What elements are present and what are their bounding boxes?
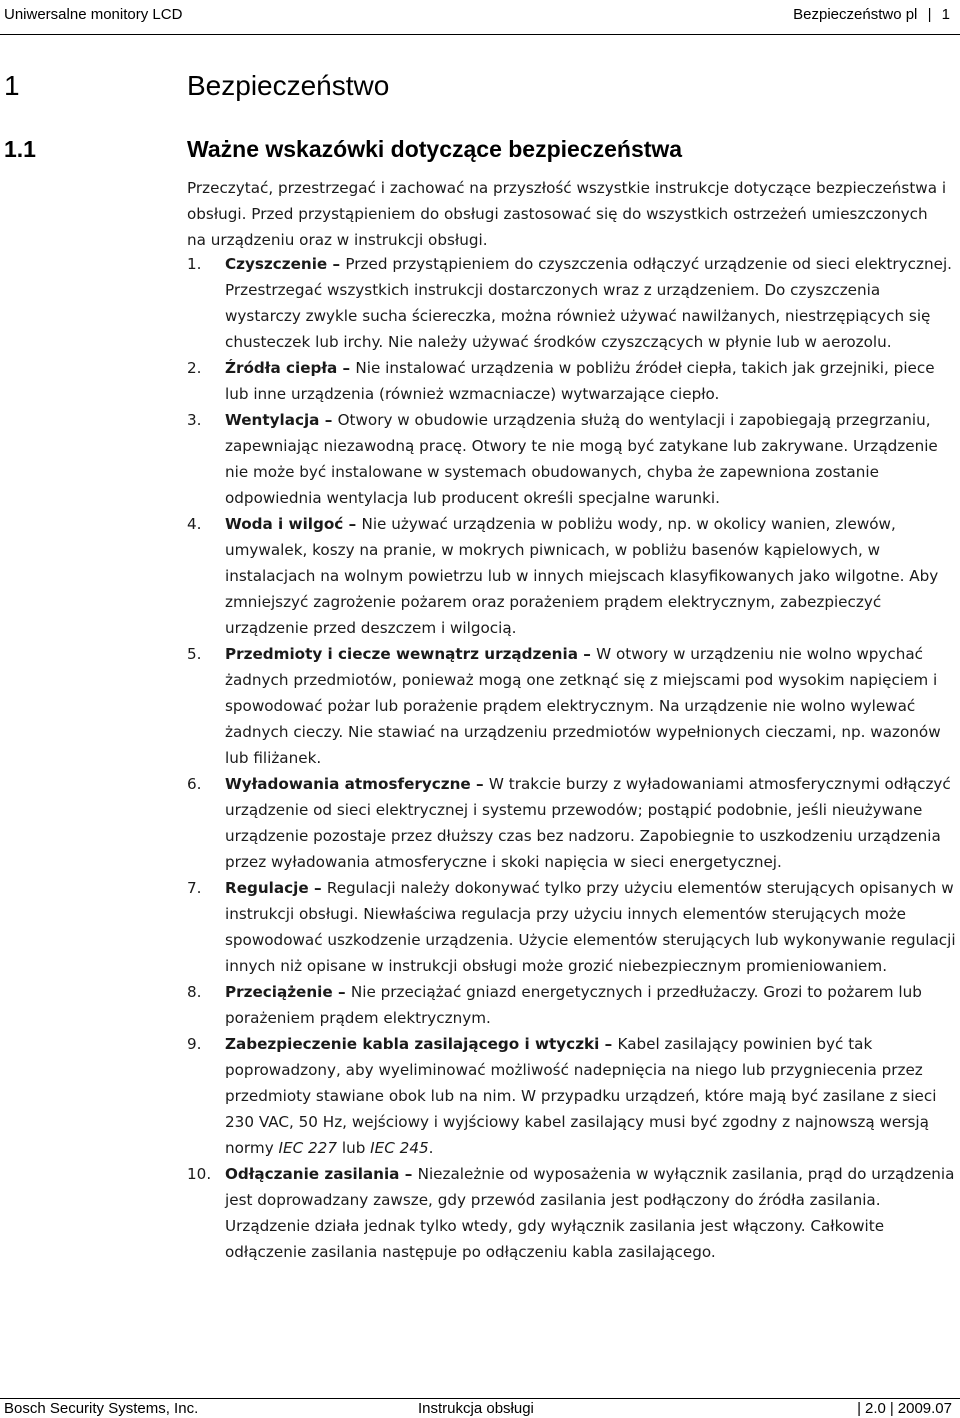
item-text: Nie instalować urządzenia w pobliżu źródeł ciepła, takich jak grzejniki, piece lub inne urządzenia (również wzmacniacze) wytwarzające ciepło. (225, 359, 935, 403)
section-number: 1.1 (4, 136, 36, 162)
item-dash: – (577, 645, 597, 663)
item-number: 1. (187, 255, 202, 273)
chapter-number: 1 (4, 70, 20, 101)
running-header-page: 1 (941, 6, 950, 23)
safety-list (187, 251, 959, 1265)
item-dash: – (343, 515, 362, 533)
footer-document: Instrukcja obsługi (418, 1400, 534, 1417)
header-rule (0, 34, 960, 35)
item-title: Wentylacja (225, 411, 320, 429)
section-title: Ważne wskazówki dotyczące bezpieczeństwa (187, 136, 683, 162)
running-header-section: Bezpieczeństwo (793, 6, 902, 23)
item-text: Nie używać urządzenia w pobliżu wody, np. w okolicy wanien, zlewów, umywalek, koszy na pranie, w mokrych piwnicach, w pobliżu basenów kąpielowych, w instalacjach na wolnym powietrzu lub w innych miejscach klasyfikowanych jako wilgotne. Aby zmniejszyć zagrożenie pożarem oraz porażeniem prądem elektrycznym, zabezpieczyć urządzenie przed deszczem i wilgocią. (225, 515, 939, 637)
list-item (187, 1031, 959, 1161)
list-item (187, 771, 959, 875)
running-header-separator: | (927, 6, 932, 23)
list-item (187, 511, 959, 641)
item-dash: – (470, 775, 489, 793)
footer-separator: | (857, 1400, 861, 1417)
item-text: Regulacji należy dokonywać tylko przy użyciu elementów sterujących opisanych w instrukcji obsługi. Niewłaściwa regulacja przy użyciu innych elementów sterujących może spowodować uszkodzenie urządzenia. Użycie elementów sterujących lub wykonywanie regulacji innych niż opisane w instrukcji obsługi może grozić niebezpiecznym promieniowaniem. (225, 879, 956, 975)
item-dash: – (599, 1035, 618, 1053)
list-item (187, 355, 959, 407)
footer-rule (0, 1398, 960, 1399)
item-title: Źródła ciepła (225, 359, 338, 377)
item-number: 8. (187, 983, 202, 1001)
list-item (187, 1161, 959, 1265)
item-text-mid: lub (337, 1139, 371, 1157)
item-text: Kabel zasilający powinien być tak poprowadzony, aby wyeliminować możliwość nadepnięcia na niego lub przygniecenia przez przedmioty stawiane obok lub na nim. W przypadku urządzeń, które mają być zasilane z sieci 230 VAC, 50 Hz, wejściowy i wyjściowy kabel zasilający musi być zgodny z najnowszą wersją normy (225, 1035, 937, 1157)
item-number: 10. (187, 1165, 212, 1183)
footer-version: 2.0 (865, 1400, 886, 1417)
item-number: 2. (187, 359, 202, 377)
list-item (187, 875, 959, 979)
footer-date: 2009.07 (897, 1400, 952, 1417)
item-text: Niezależnie od wyposażenia w wyłącznik zasilania, prąd do urządzenia jest doprowadzany zawsze, gdy przewód zasilania jest podłączony do źródła zasilania. Urządzenie działa jednak tylko wtedy, gdy wyłącznik zasilania jest włączony. Całkowite odłączenie zasilania następuje po odłączeniu kabla zasilającego. (225, 1165, 955, 1261)
item-dash: – (327, 255, 346, 273)
item-number: 9. (187, 1035, 202, 1053)
item-title: Regulacje (225, 879, 309, 897)
list-item (187, 641, 959, 771)
item-title: Przedmioty i ciecze wewnątrz urządzenia (225, 645, 578, 663)
item-number: 7. (187, 879, 202, 897)
item-text: Nie przeciążać gniazd energetycznych i przedłużaczy. Grozi to pożarem lub porażeniem prądem elektrycznym. (225, 983, 922, 1027)
footer-version-date (853, 1400, 952, 1417)
item-number: 5. (187, 645, 202, 663)
item-dash: – (399, 1165, 418, 1183)
item-title: Przeciążenie (225, 983, 333, 1001)
running-header-right (793, 6, 950, 23)
running-header-title: Uniwersalne monitory LCD (4, 6, 183, 23)
item-text-end: . (428, 1139, 434, 1157)
item-number: 4. (187, 515, 202, 533)
item-text: W otwory w urządzeniu nie wolno wpychać żadnych przedmiotów, ponieważ mogą one zetknąć się z miejscami pod wysokim napięciem i spowodować pożar lub porażenie prądem elektrycznym. Na urządzenie nie wolno wylewać żadnych cieczy. Nie stawiać na urządzeniu przedmiotów wypełnionych cieczami, np. wazonów lub filiżanek. (225, 645, 941, 767)
item-title: Woda i wilgoć (225, 515, 344, 533)
item-norm: IEC 227 (278, 1139, 338, 1157)
footer-company: Bosch Security Systems, Inc. (4, 1400, 199, 1417)
list-item (187, 979, 959, 1031)
list-item (187, 407, 959, 511)
item-dash: – (319, 411, 338, 429)
item-norm: IEC 245 (370, 1139, 429, 1157)
item-dash: – (337, 359, 356, 377)
item-number: 3. (187, 411, 202, 429)
item-title: Wyładowania atmosferyczne (225, 775, 471, 793)
item-dash: – (332, 983, 351, 1001)
item-dash: – (308, 879, 327, 897)
item-text: Otwory w obudowie urządzenia służą do wentylacji i zapobiegają przegrzaniu, zapewniając niezawodną pracę. Otwory te nie mogą być zatykane lub zakrywane. Urządzenie nie może być instalowane w systemach obudowanych, chyba że zapewniona zostanie odpowiednia wentylacja lub producent określi specjalne warunki. (225, 411, 938, 507)
item-text: W trakcie burzy z wyładowaniami atmosferycznymi odłączyć urządzenie od sieci elektrycznej i systemu przewodów; postąpić podobnie, jeśli nieużywane urządzenie pozostaje przez dłuższy czas bez nadzoru. Zapobiegnie to uszkodzeniu urządzenia przez wyładowania atmosferyczne i skoki napięcia w sieci energetycznej. (225, 775, 951, 871)
item-title: Zabezpieczenie kabla zasilającego i wtyczki (225, 1035, 600, 1053)
item-title: Czyszczenie (225, 255, 328, 273)
list-item (187, 251, 959, 355)
chapter-title: Bezpieczeństwo (187, 70, 390, 101)
running-header-lang: pl (905, 6, 918, 23)
item-number: 6. (187, 775, 202, 793)
footer-separator: | (889, 1400, 894, 1417)
item-title: Odłączanie zasilania (225, 1165, 400, 1183)
intro-paragraph: Przeczytać, przestrzegać i zachować na przyszłość wszystkie instrukcje dotyczące bezpieczeństwa i obsługi. Przed przystąpieniem do obsługi zastosować się do wszystkich ostrzeżeń umieszczonych na urządzeniu oraz w instrukcji obsługi. (187, 179, 947, 249)
item-text: Przed przystąpieniem do czyszczenia odłączyć urządzenie od sieci elektrycznej. Przestrzegać wszystkich instrukcji dostarczonych wraz z urządzeniem. Do czyszczenia wystarczy zwykle sucha ściereczka, można również używać nawilżanych, niestrzępiących się chusteczek lub irchy. Nie należy używać środków czyszczących w płynie lub w aerozolu. (225, 255, 952, 351)
